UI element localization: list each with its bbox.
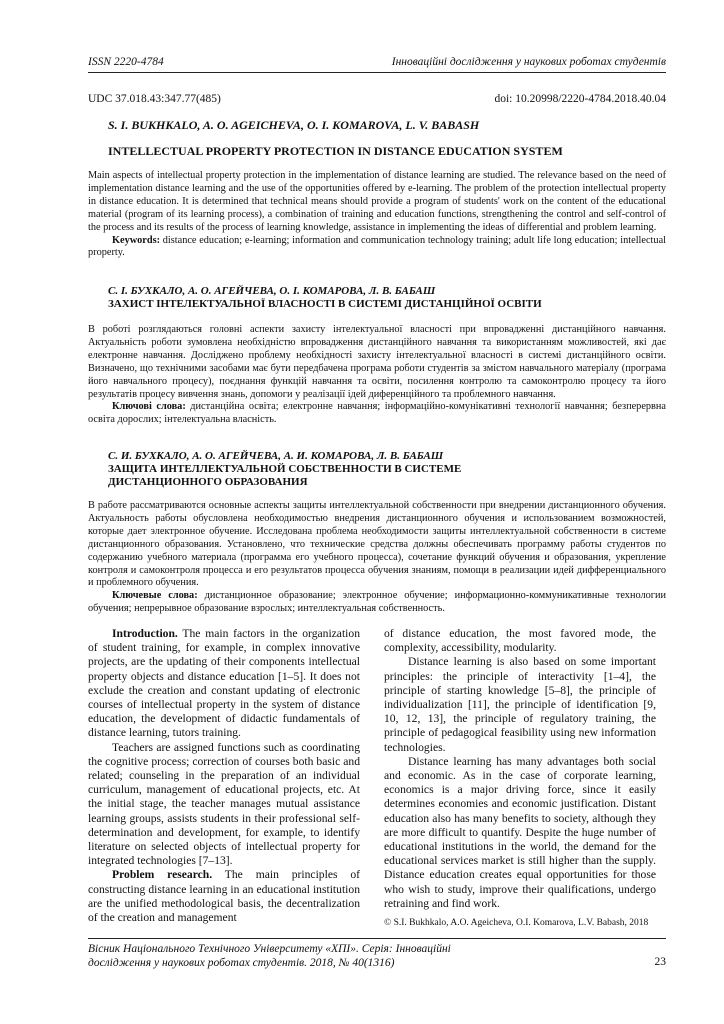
page-number: 23 [654, 956, 666, 968]
title-ru-line1: ЗАЩИТА ИНТЕЛЛЕКТУАЛЬНОЙ СОБСТВЕННОСТИ В СИСТЕМЕ [108, 463, 462, 475]
authors-en: S. I. BUKHKALO, A. O. AGEICHEVA, O. I. KOMAROVA, L. V. BABASH [108, 118, 480, 132]
journal-name: Інноваційні дослідження у наукових роботах студентів [391, 56, 666, 68]
footer-line-1: Вісник Національного Технічного Університету «ХПІ». Серія: Інноваційні [88, 943, 451, 955]
keywords-ru [88, 590, 666, 616]
keywords-ru-text: дистанционное образование; электронное обучение; информационно-коммуникативные технологии обучения; непрерывное образование взрослых; интеллектуальная собственность. [88, 590, 666, 615]
abstract-uk: В роботі розглядаються головні аспекти захисту інтелектуальної власності при впровадженні дистанційного навчання. Актуальність роботи зумовлена необхідністю впровадження дистанційного навчання та використанням можливостей, які дає електронне навчання. Досліджено проблему необхідності захисту інтелектуальної власності в системі дистанційного освіти. Визначено, що технічними засобами має бути передбачена програма роботи студентів за змістом навчального матеріалу (програма його навчального процесу), поєднання функцій навчання та освіти, посилення контролю та самоконтролю процесу та його результатів процесу вивчення знань, допомоги у реалізації ідей диференційного та проблемного навчання. [88, 324, 666, 400]
abstract-en: Main aspects of intellectual property protection in the implementation of distance learning are studied. The relevance based on the need of implementation distance learning and the use of the opportunities offered by e-learning. The problem of the protection intellectual property in distance education. It is determined that technical means should provide a program of students' work on the content of the educational material (program of its learning process), a combination of training and education functions, strengthening the control and self-control of the process and its results of the process of learning knowledge, assistance in implementing the ideas of differential and problem learning. [88, 170, 666, 233]
title-ru-line2: ДИСТАНЦИОННОГО ОБРАЗОВАНИЯ [108, 476, 308, 488]
title-uk: ЗАХИСТ ІНТЕЛЕКТУАЛЬНОЇ ВЛАСНОСТІ В СИСТЕМІ ДИСТАНЦІЙНОЇ ОСВІТИ [108, 298, 542, 310]
udc: UDC 37.018.43:347.77(485) [88, 93, 221, 105]
teachers-paragraph: Teachers are assigned functions such as coordinating the cognitive process; correction of courses both basic and related; counseling in the preparation of an individual curriculum, management of educational projects, etc. At the initial stage, the teacher manages mutual assistance learning groups, assists students in their professional self-determination and development, for example, to identify literature on selected objects of intellectual property for integrated technologies [7–13]. [88, 740, 360, 868]
doi: doi: 10.20998/2220-4784.2018.40.04 [494, 93, 666, 105]
problem-label: Problem research. [112, 868, 213, 882]
abstract-ru-block [88, 500, 666, 616]
abstract-ru: В работе рассматриваются основные аспекты защиты интеллектуальной собственности при внедрении дистанционного обучения. Актуальность работы обусловлена необходимостью внедрения дистанционного обучения и использованием возможностей, которые дает электронное обучение. Исследована проблема необходимости защиты интеллектуальной собственности в системе дистанционного образования. Установлено, что технические средства должны обеспечивать программу работы студентов по содержанию учебного материала (программа его учебного процесса), сочетание функций обучения и образования, укрепление контроля и самоконтроля процесса и его результатов процесса обучения знаниям, помощи в реализации идей дифференциального и проблемного обучения. [88, 500, 666, 589]
abstract-uk-block [88, 324, 666, 427]
intro-text: The main factors in the organization of student training, for example, in complex innovative projects, are the updating of their components intellectual property objects and distance education [1–5]. It does not exclude the creation and constant updating of electronic courses of intellectual property in the system of distance education, the development of didactic fundamentals of distance learning, tutors training. [88, 627, 360, 740]
advantages-paragraph: Distance learning has many advantages both social and economic. As in the case of corporate learning, economics is a major driving force, since it easily determines economies and economic justification. Distant education also has many benefits to society, although they are more difficult to quantify. Despite the huge number of educational institutions in the world, the demand for the educational services market is still higher than the supply. Distance education creates equal opportunities for those who wish to study, improve their qualifications, undergo retraining and find work. [384, 754, 656, 910]
ru-heading [108, 450, 461, 489]
continued-paragraph: of distance education, the most favored mode, the complexity, accessibility, modularity. [384, 627, 656, 655]
keywords-uk [88, 401, 666, 427]
authors-ru: С. И. БУХКАЛО, А. О. АГЕЙЧЕВА, А. И. КОМАРОВА, Л. В. БАБАШ [108, 450, 444, 462]
issn: ISSN 2220-4784 [88, 56, 164, 68]
uk-heading [108, 285, 542, 311]
keywords-uk-text: дистанційна освіта; електронне навчання; інформаційно-комунікативні технології навчання; безперервна освіта дорослих; інтелектуальна власність. [88, 401, 666, 426]
keywords-en [88, 235, 666, 261]
problem-text: The main principles of constructing distance learning in an educational institution are the unified methodological basis, the decentralization of the creation and management [88, 868, 361, 925]
problem-paragraph [88, 868, 360, 925]
principles-paragraph: Distance learning is also based on some important principles: the principle of interactivity [1–4], the principle of starting knowledge [5–8], the principle of individualization [11], the principle of identification [9, 10, 12, 13], the principle of regulatory training, the principle of pedagogical feasibility using new information technologies. [384, 655, 656, 754]
footer-line-2: дослідження у наукових роботах студентів. 2018, № 40(1316) [88, 957, 395, 969]
header-divider [88, 72, 666, 73]
keywords-en-text: distance education; e-learning; information and communication technology training; adult life long education; intellectual property. [88, 234, 666, 259]
body-column-right [384, 627, 656, 911]
abstract-en-block [88, 170, 666, 260]
authors-uk: С. І. БУХКАЛО, А. О. АГЕЙЧЕВА, О. І. КОМАРОВА, Л. В. БАБАШ [108, 285, 436, 297]
footer-divider [88, 938, 666, 939]
title-en: INTELLECTUAL PROPERTY PROTECTION IN DISTANCE EDUCATION SYSTEM [108, 144, 563, 158]
intro-label: Introduction. [112, 627, 178, 640]
intro-paragraph [88, 627, 360, 741]
keywords-ru-label: Ключевые слова: [112, 590, 198, 602]
keywords-en-label: Keywords: [112, 234, 161, 246]
body-column-left [88, 627, 360, 925]
keywords-uk-label: Ключові слова: [112, 401, 186, 413]
copyright-note: © S.I. Bukhkalo, A.O. Ageicheva, O.I. Komarova, L.V. Babash, 2018 [384, 918, 649, 928]
journal-footer [88, 942, 451, 970]
